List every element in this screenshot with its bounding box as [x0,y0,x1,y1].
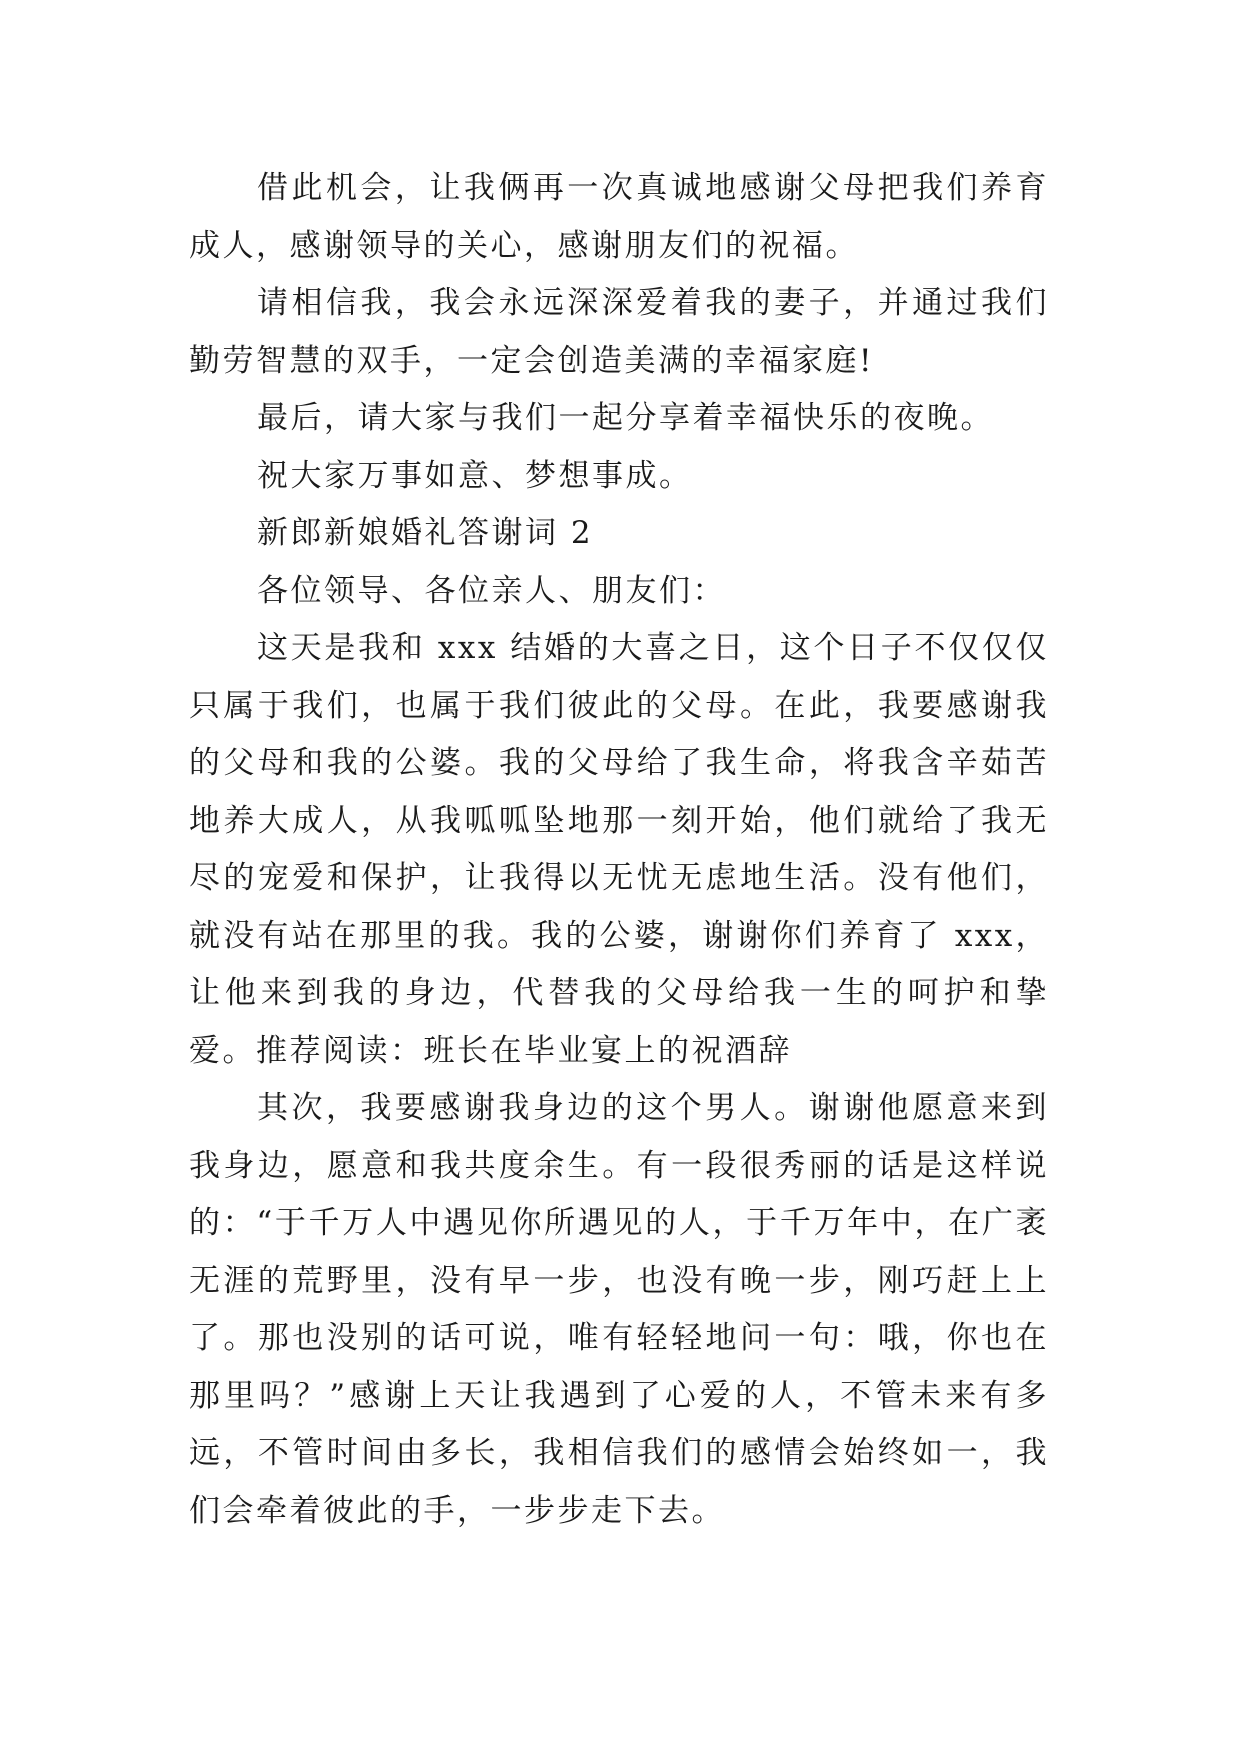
paragraph-promise-wife: 请相信我，我会永远深深爱着我的妻子，并通过我们勤劳智慧的双手，一定会创造美满的幸福家庭! [189,285,1049,379]
paragraph-thanks-husband: 其次，我要感谢我身边的这个男人。谢谢他愿意来到我身边，愿意和我共度余生。有一段很秀丽的话是这样说的：“于千万人中遇见你所遇见的人，于千万年中，在广袤无涯的荒野里，没有早一步，也没有晚一步，刚巧赶上上了。那也没别的话可说，唯有轻轻地问一句：哦，你也在那里吗？”感谢上天让我遇到了心爱的人，不管未来有多远，不管时间由多长，我相信我们的感情会始终如一，我们会牵着彼此的手，一步步走下去。 [189,1090,1049,1529]
paragraph-thanks-parents: 这天是我和 xxx 结婚的大喜之日，这个日子不仅仅仅只属于我们，也属于我们彼此的父母。在此，我要感谢我的父母和我的公婆。我的父母给了我生命，将我含辛茹苦地养大成人，从我呱呱坠地那一刻开始，他们就给了我无尽的宠爱和保护，让我得以无忧无虑地生活。没有他们，就没有站在那里的我。我的公婆，谢谢你们养育了 xxx，让他来到我的身边，代替我的父母给我一生的呵护和挚爱。推荐阅读：班长在毕业宴上的祝酒辞 [189,630,1049,1069]
paragraph-salutation: 各位领导、各位亲人、朋友们： [257,572,726,609]
document-body [189,160,1049,1540]
paragraph-share-evening: 最后，请大家与我们一起分享着幸福快乐的夜晚。 [257,400,994,436]
section-heading: 新郎新娘婚礼答谢词 2 [257,515,594,551]
paragraph-wishes: 祝大家万事如意、梦想事成。 [257,457,693,494]
paragraph-gratitude-parents: 借此机会，让我俩再一次真诚地感谢父母把我们养育成人，感谢领导的关心，感谢朋友们的祝福。 [189,170,1049,264]
